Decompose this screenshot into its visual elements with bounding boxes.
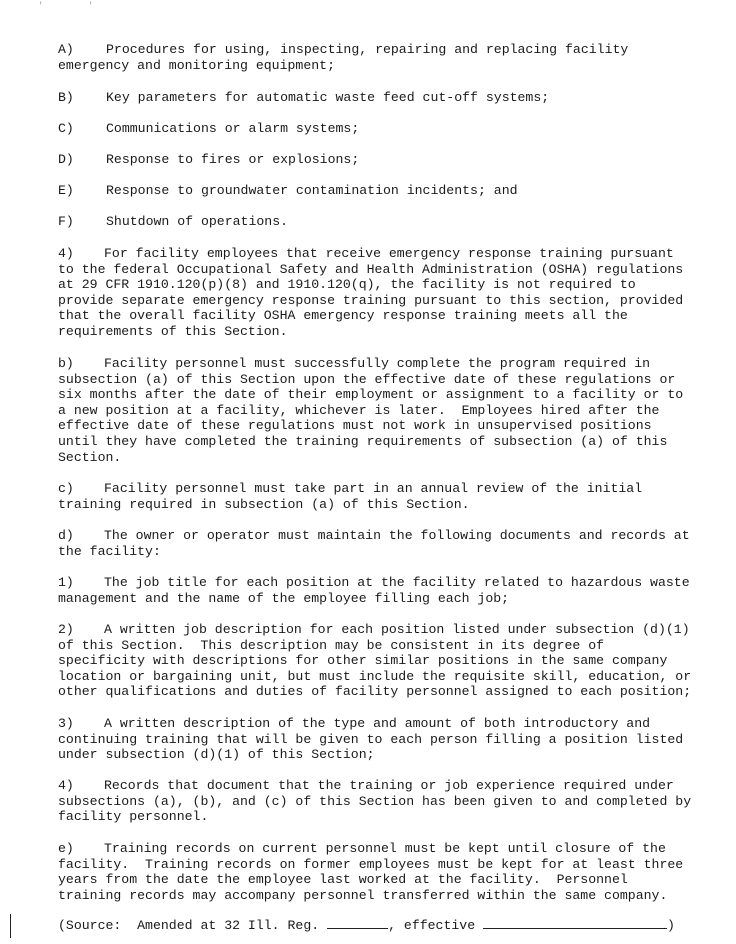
paragraph-line: Facility personnel must successfully complete the program required in [104,356,651,371]
item-text-line: emergency and monitoring equipment; [58,57,335,73]
paragraph-line: A written job description for each position listed under subsection (d)(1) [104,622,690,637]
scan-mark: ' [38,1,44,11]
paragraph-line: Section. [58,449,122,465]
paragraph-line: that the overall facility OSHA emergency response training meets all the [58,308,628,324]
source-prefix: (Source: Amended at 32 Ill. Reg. [58,918,328,933]
paragraph-line: six months after the date of their employment or assignment to a facility or to [58,387,684,403]
paragraph-line: other qualifications and duties of facility personnel assigned to each position; [58,684,692,700]
paragraph-e [58,841,730,903]
blank-register-number [327,918,379,929]
paragraph-line: management and the name of the employee filling each job; [58,590,510,606]
list-item-e [58,183,730,199]
item-text-line: Procedures for using, inspecting, repairing and replacing facility [106,42,629,57]
paragraph-d-2 [58,622,730,700]
paragraph-label: c) [58,481,74,496]
item-text-line: Shutdown of operations. [106,214,289,229]
paragraph-d-1 [58,575,730,606]
list-item-f [58,214,730,230]
paragraph-line: The owner or operator must maintain the following documents and records at [104,528,690,543]
paragraph-line: a new position at a facility, whichever is later. Employees hired after the [58,402,660,418]
blank-effective-date-tail [579,918,667,929]
item-label: A) [58,42,74,57]
paragraph-d-3 [58,716,730,763]
paragraph-line: The job title for each position at the facility related to hazardous waste [104,575,690,590]
paragraph-label: 2) [58,622,74,637]
item-label: F) [58,214,74,229]
paragraph-b [58,356,730,465]
source-note [58,918,675,934]
item-label: E) [58,183,74,198]
paragraph-label: d) [58,528,74,543]
list-item-a [58,42,730,73]
paragraph-label: 1) [58,575,74,590]
paragraph-line: facility personnel. [58,809,209,825]
paragraph-line: provide separate emergency response training pursuant to this section, provided [58,292,684,308]
list-item-b [58,90,730,106]
paragraph-label: e) [58,841,74,856]
paragraph-line: Facility personnel must take part in an annual review of the initial [104,481,643,496]
paragraph-line: effective date of these regulations must not work in unsupervised positions [58,418,652,434]
paragraph-line: specificity with descriptions for other similar positions in the same company [58,653,668,669]
paragraph-c [58,481,730,512]
paragraph-label: 4) [58,246,74,261]
paragraph-line: A written description of the type and amount of both introductory and [104,716,651,731]
paragraph-line: subsections (a), (b), and (c) of this Section has been given to and completed by [58,793,692,809]
paragraph-line: until they have completed the training requirements of subsection (a) of this [58,433,668,449]
paragraph-4-osha [58,246,730,340]
paragraph-line: of this Section. This description may be consistent in its degree of [58,637,605,653]
paragraph-line: at 29 CFR 1910.120(p)(8) and 1910.120(q), the facility is not required to [58,277,636,293]
item-label: B) [58,90,74,105]
paragraph-line: training required in subsection (a) of this Section. [58,496,470,512]
paragraph-line: subsection (a) of this Section upon the effective date of these regulations or [58,371,676,387]
paragraph-line: to the federal Occupational Safety and Health Administration (OSHA) regulations [58,261,684,277]
paragraph-line: the facility: [58,543,161,559]
item-label: D) [58,152,74,167]
revision-change-bar [10,914,11,938]
item-text-line: Communications or alarm systems; [106,121,360,136]
list-item-c [58,121,730,137]
paragraph-line: training records may accompany personnel transferred within the same company. [58,887,668,903]
item-text-line: Key parameters for automatic waste feed cut-off systems; [106,90,550,105]
paragraph-line: requirements of this Section. [58,323,288,339]
paragraph-line: location or bargaining unit, but must include the requisite skill, education, or [58,668,692,684]
item-text-line: Response to fires or explosions; [106,152,360,167]
paragraph-d [58,528,730,559]
paragraph-d-4 [58,778,730,825]
scan-mark: ' [88,1,94,11]
blank-effective-date [483,918,579,929]
item-text-line: Response to groundwater contamination incidents; and [106,183,518,198]
paragraph-line: facility. Training records on former employees must be kept for at least three [58,856,684,872]
source-middle: , effective [388,918,484,933]
paragraph-line: continuing training that will be given to each person filling a position listed [58,731,684,747]
paragraph-label: 3) [58,716,74,731]
paragraph-label: 4) [58,778,74,793]
paragraph-line: Training records on current personnel must be kept until closure of the [104,841,666,856]
blank-register-number-tail [379,918,388,929]
list-item-d [58,152,730,168]
paragraph-line: For facility employees that receive emergency response training pursuant [104,246,674,261]
paragraph-line: years from the date the employee last worked at the facility. Personnel [58,872,628,888]
item-label: C) [58,121,74,136]
paragraph-label: b) [58,356,74,371]
paragraph-line: under subsection (d)(1) of this Section; [58,747,375,763]
paragraph-line: Records that document that the training or job experience required under [104,778,674,793]
source-suffix: ) [667,918,675,933]
